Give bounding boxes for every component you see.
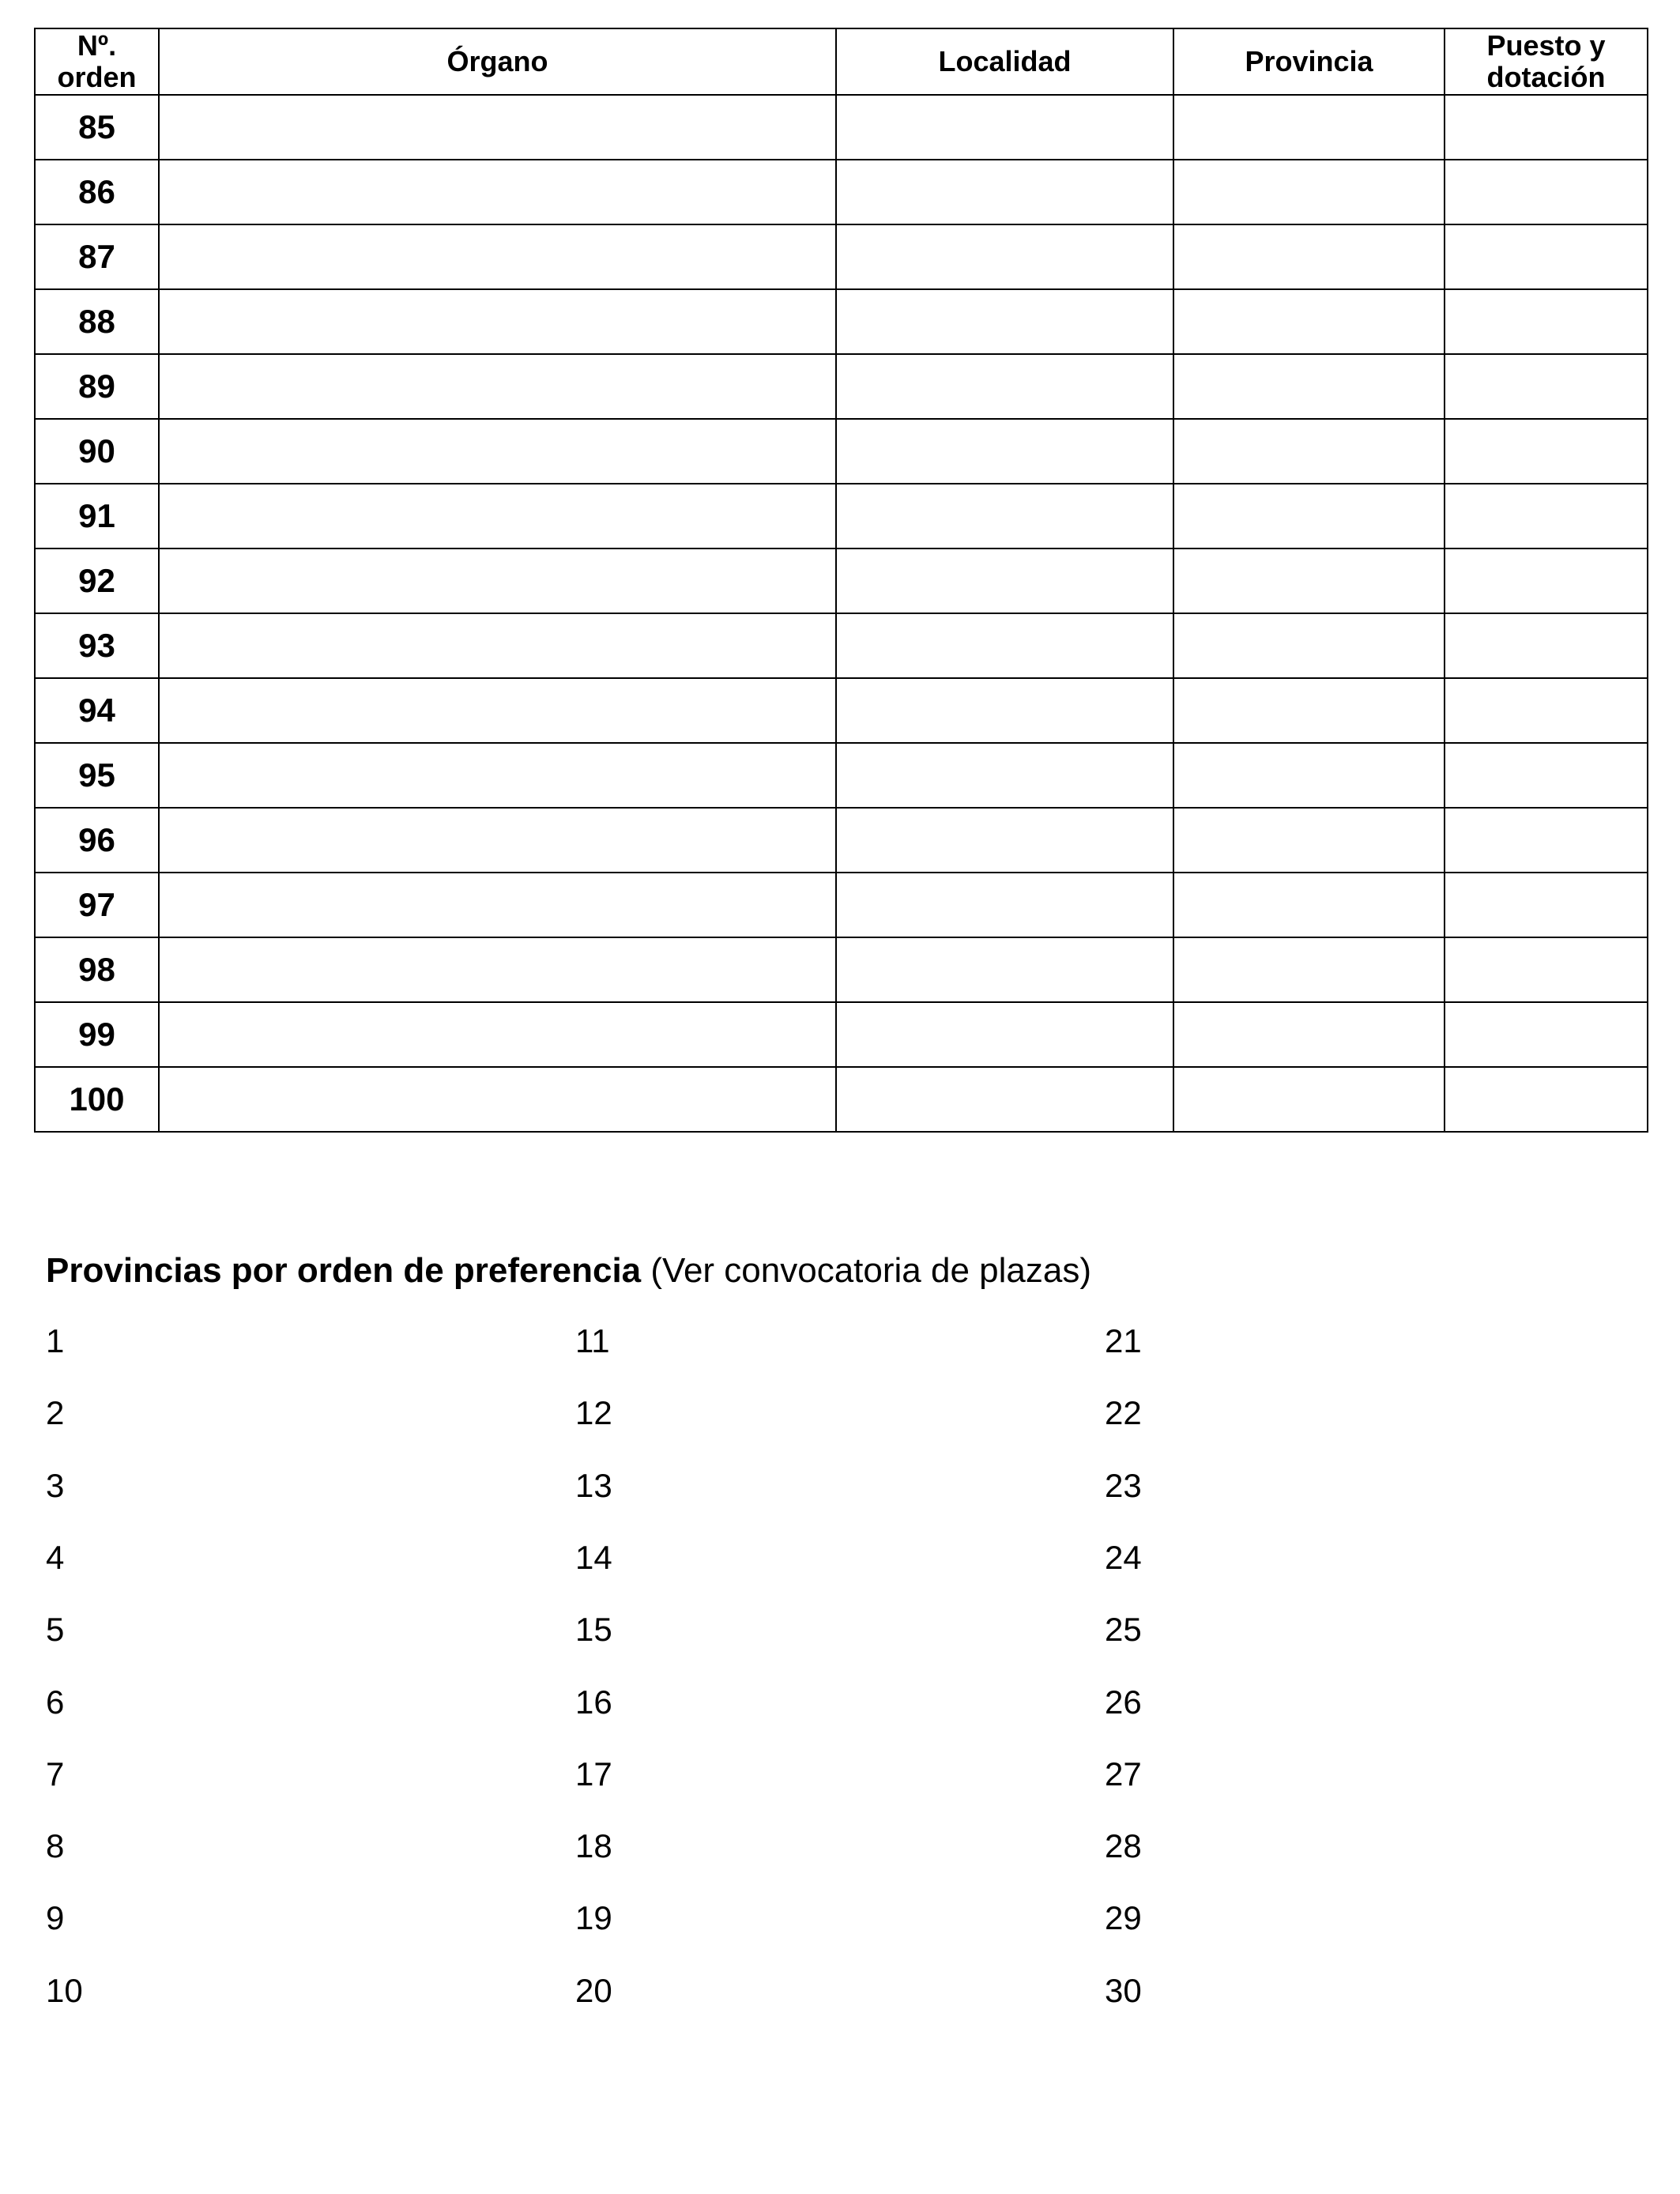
destination-table	[34, 28, 1648, 1133]
cell-puesto[interactable]	[1445, 224, 1648, 289]
cell-localidad[interactable]	[836, 354, 1173, 419]
cell-organo[interactable]	[159, 937, 836, 1002]
table-row	[35, 743, 1648, 808]
cell-organo[interactable]	[159, 873, 836, 937]
cell-provincia[interactable]	[1173, 808, 1445, 873]
header-provincia: Provincia	[1173, 28, 1445, 95]
preference-number: 2	[46, 1394, 65, 1431]
preference-number: 5	[46, 1611, 65, 1648]
preference-number: 24	[1105, 1539, 1142, 1576]
cell-localidad[interactable]	[836, 289, 1173, 354]
cell-provincia[interactable]	[1173, 95, 1445, 160]
cell-provincia[interactable]	[1173, 678, 1445, 743]
cell-organo[interactable]	[159, 224, 836, 289]
cell-organo[interactable]	[159, 484, 836, 548]
cell-organo[interactable]	[159, 678, 836, 743]
row-number: 90	[35, 419, 159, 484]
cell-puesto[interactable]	[1445, 354, 1648, 419]
table-row	[35, 354, 1648, 419]
cell-puesto[interactable]	[1445, 484, 1648, 548]
cell-organo[interactable]	[159, 419, 836, 484]
preference-number: 15	[575, 1611, 612, 1648]
preference-number: 28	[1105, 1827, 1142, 1864]
preference-number: 23	[1105, 1467, 1142, 1504]
cell-provincia[interactable]	[1173, 224, 1445, 289]
table-row	[35, 937, 1648, 1002]
row-number: 92	[35, 548, 159, 613]
cell-localidad[interactable]	[836, 808, 1173, 873]
cell-puesto[interactable]	[1445, 95, 1648, 160]
preferences-title-note: (Ver convocatoria de plazas)	[650, 1251, 1092, 1290]
row-number: 97	[35, 873, 159, 937]
cell-localidad[interactable]	[836, 419, 1173, 484]
cell-provincia[interactable]	[1173, 743, 1445, 808]
table-row	[35, 160, 1648, 224]
preference-number: 16	[575, 1683, 612, 1721]
cell-organo[interactable]	[159, 1067, 836, 1132]
table-row	[35, 289, 1648, 354]
table-row	[35, 419, 1648, 484]
cell-localidad[interactable]	[836, 224, 1173, 289]
row-number: 96	[35, 808, 159, 873]
preference-number: 25	[1105, 1611, 1142, 1648]
cell-provincia[interactable]	[1173, 1002, 1445, 1067]
cell-localidad[interactable]	[836, 678, 1173, 743]
cell-localidad[interactable]	[836, 1002, 1173, 1067]
preference-number: 10	[46, 1972, 83, 2009]
cell-puesto[interactable]	[1445, 873, 1648, 937]
row-number: 88	[35, 289, 159, 354]
header-organo: Órgano	[159, 28, 836, 95]
cell-organo[interactable]	[159, 613, 836, 678]
table-body	[35, 95, 1648, 1132]
preference-number: 3	[46, 1467, 65, 1504]
cell-organo[interactable]	[159, 289, 836, 354]
preference-number: 12	[575, 1394, 612, 1431]
preference-number: 11	[575, 1322, 610, 1359]
row-number: 87	[35, 224, 159, 289]
table-row	[35, 1067, 1648, 1132]
row-number: 85	[35, 95, 159, 160]
table-row	[35, 1002, 1648, 1067]
row-number: 93	[35, 613, 159, 678]
preference-number: 18	[575, 1827, 612, 1864]
cell-localidad[interactable]	[836, 743, 1173, 808]
preference-number: 27	[1105, 1755, 1142, 1793]
cell-provincia[interactable]	[1173, 873, 1445, 937]
cell-organo[interactable]	[159, 743, 836, 808]
preference-number: 20	[575, 1972, 612, 2009]
preference-number: 6	[46, 1683, 65, 1721]
cell-provincia[interactable]	[1173, 160, 1445, 224]
cell-puesto[interactable]	[1445, 937, 1648, 1002]
cell-localidad[interactable]	[836, 613, 1173, 678]
cell-puesto[interactable]	[1445, 548, 1648, 613]
cell-organo[interactable]	[159, 1002, 836, 1067]
cell-puesto[interactable]	[1445, 613, 1648, 678]
cell-organo[interactable]	[159, 95, 836, 160]
row-number: 86	[35, 160, 159, 224]
cell-localidad[interactable]	[836, 1067, 1173, 1132]
row-number: 94	[35, 678, 159, 743]
cell-provincia[interactable]	[1173, 484, 1445, 548]
preference-number: 9	[46, 1899, 65, 1936]
header-localidad: Localidad	[836, 28, 1173, 95]
cell-puesto[interactable]	[1445, 1002, 1648, 1067]
header-orden	[35, 28, 159, 95]
cell-provincia[interactable]	[1173, 548, 1445, 613]
cell-localidad[interactable]	[836, 95, 1173, 160]
table-row	[35, 873, 1648, 937]
preference-number: 17	[575, 1755, 612, 1793]
cell-puesto[interactable]	[1445, 160, 1648, 224]
cell-provincia[interactable]	[1173, 937, 1445, 1002]
cell-localidad[interactable]	[836, 937, 1173, 1002]
preference-number: 19	[575, 1899, 612, 1936]
cell-organo[interactable]	[159, 808, 836, 873]
cell-puesto[interactable]	[1445, 678, 1648, 743]
cell-organo[interactable]	[159, 160, 836, 224]
table-row	[35, 678, 1648, 743]
header-puesto-line2: dotación	[1486, 61, 1606, 93]
cell-provincia[interactable]	[1173, 289, 1445, 354]
row-number: 95	[35, 743, 159, 808]
cell-puesto[interactable]	[1445, 808, 1648, 873]
cell-organo[interactable]	[159, 548, 836, 613]
header-puesto	[1445, 28, 1648, 95]
header-orden-line1: Nº.	[77, 29, 117, 62]
cell-localidad[interactable]	[836, 160, 1173, 224]
row-number: 98	[35, 937, 159, 1002]
header-puesto-line1: Puesto y	[1486, 29, 1606, 62]
table-row	[35, 224, 1648, 289]
row-number: 100	[35, 1067, 159, 1132]
preference-number: 30	[1105, 1972, 1142, 2009]
preference-number: 4	[46, 1539, 65, 1576]
table-row	[35, 548, 1648, 613]
preference-number: 29	[1105, 1899, 1142, 1936]
preference-number: 8	[46, 1827, 65, 1864]
cell-puesto[interactable]	[1445, 743, 1648, 808]
cell-puesto[interactable]	[1445, 1067, 1648, 1132]
row-number: 99	[35, 1002, 159, 1067]
preferences-title-bold: Provincias por orden de preferencia	[46, 1251, 642, 1290]
preference-number: 14	[575, 1539, 612, 1576]
cell-provincia[interactable]	[1173, 354, 1445, 419]
cell-localidad[interactable]	[836, 873, 1173, 937]
preference-number: 13	[575, 1467, 612, 1504]
table-header-row	[35, 28, 1648, 95]
row-number: 89	[35, 354, 159, 419]
table-row	[35, 808, 1648, 873]
row-number: 91	[35, 484, 159, 548]
preference-number: 26	[1105, 1683, 1142, 1721]
preference-number: 22	[1105, 1394, 1142, 1431]
cell-localidad[interactable]	[836, 548, 1173, 613]
cell-provincia[interactable]	[1173, 613, 1445, 678]
cell-provincia[interactable]	[1173, 419, 1445, 484]
table-row	[35, 613, 1648, 678]
preferences-title	[46, 1251, 1091, 1291]
table-row	[35, 95, 1648, 160]
cell-puesto[interactable]	[1445, 419, 1648, 484]
preference-number: 7	[46, 1755, 65, 1793]
header-orden-line2: orden	[57, 61, 137, 93]
preference-number: 1	[46, 1322, 65, 1359]
cell-provincia[interactable]	[1173, 1067, 1445, 1132]
cell-puesto[interactable]	[1445, 289, 1648, 354]
table-row	[35, 484, 1648, 548]
preference-number: 21	[1105, 1322, 1142, 1359]
cell-localidad[interactable]	[836, 484, 1173, 548]
cell-organo[interactable]	[159, 354, 836, 419]
